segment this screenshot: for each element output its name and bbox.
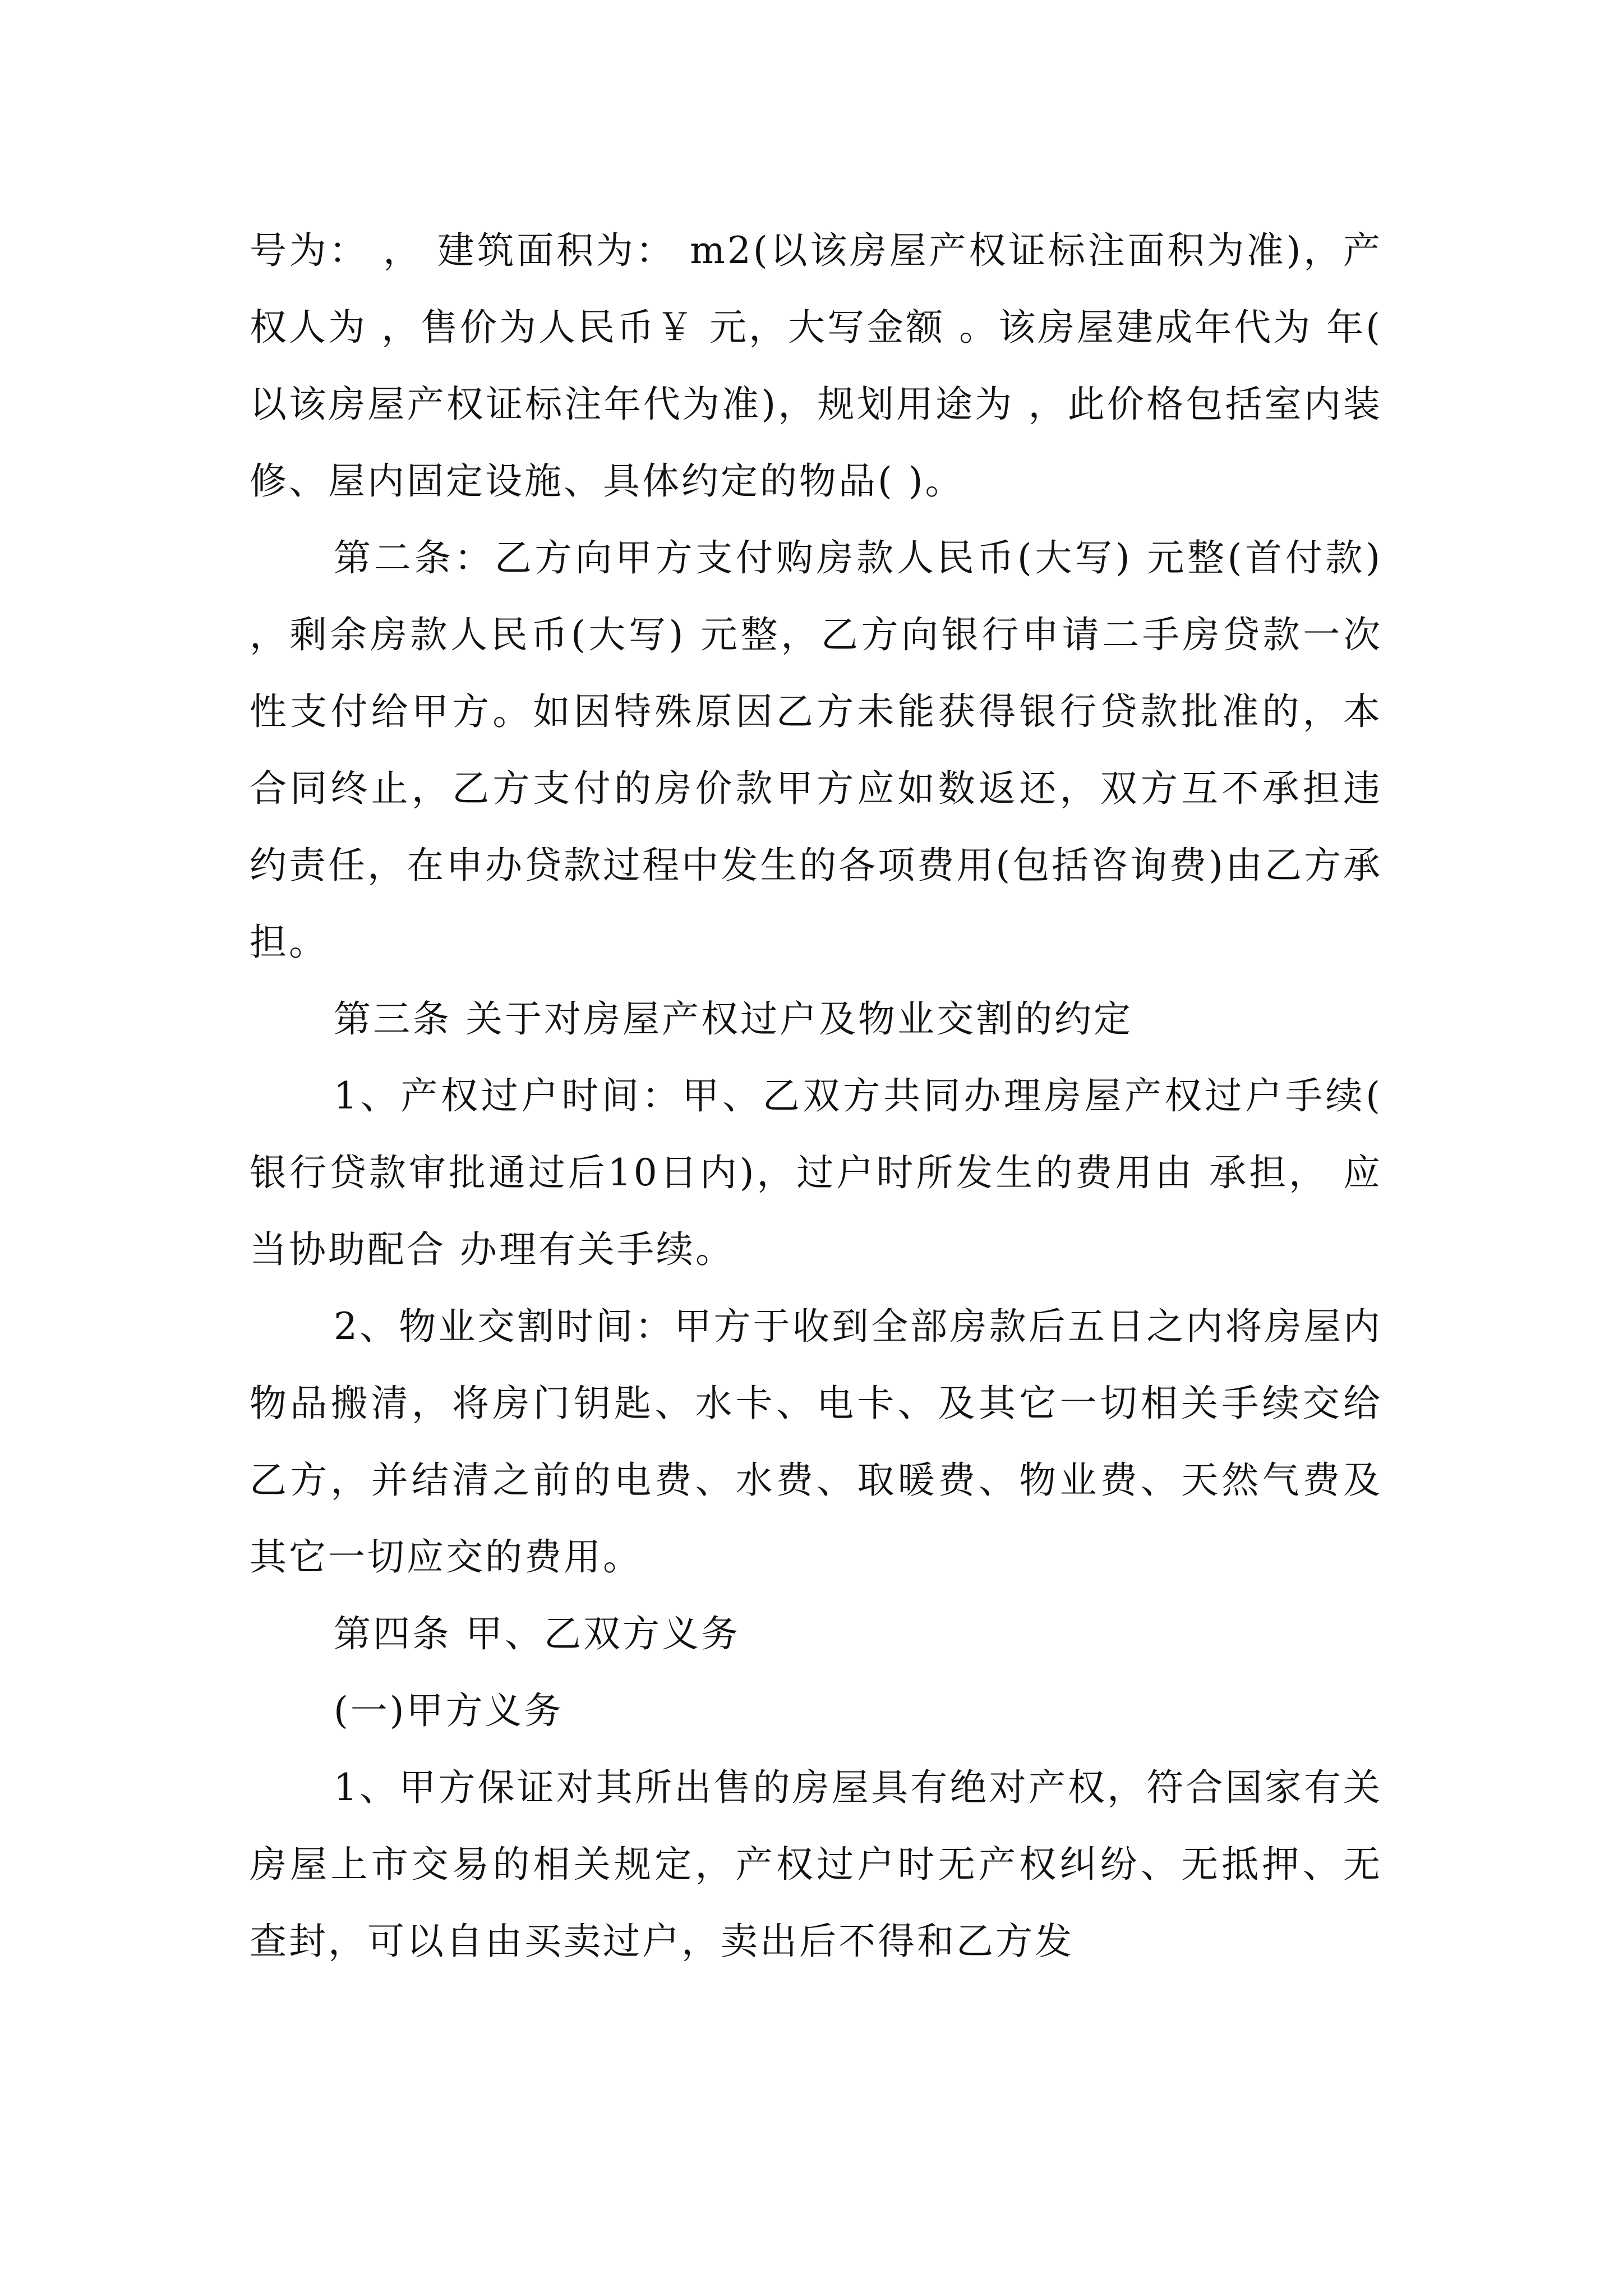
paragraph-handover-time: 2、物业交割时间：甲方于收到全部房款后五日之内将房屋内物品搬清，将房门钥匙、水卡、电卡、及其它一切相关手续交给乙方，并结清之前的电费、水费、取暖费、物业费、天然气费及其它一切应交的费用。 [250,1305,1382,1579]
paragraph-transfer-time: 1、产权过户时间：甲、乙双方共同办理房屋产权过户手续(银行贷款审批通过后10日内)，过户时所发生的费用由 承担， 应当协助配合 办理有关手续。 [250,1074,1382,1271]
document-body [250,212,1382,1980]
paragraph-party-a-obligation-1: 1、甲方保证对其所出售的房屋具有绝对产权，符合国家有关房屋上市交易的相关规定，产权过户时无产权纠纷、无抵押、无查封，可以自由买卖过户，卖出后不得和乙方发 [250,1766,1382,1963]
paragraph-article-2: 第二条：乙方向甲方支付购房款人民币(大写) 元整(首付款)，剩余房款人民币(大写) 元整，乙方向银行申请二手房贷款一次性支付给甲方。如因特殊原因乙方未能获得银行贷款批准的，本合同终止，乙方支付的房价款甲方应如数返还，双方互不承担违约责任，在申办贷款过程中发生的各项费用(包括咨询费)由乙方承担。 [250,536,1382,964]
paragraph-party-a-obligations-heading: (一)甲方义务 [334,1689,564,1732]
paragraph-property-description: 号为： ， 建筑面积为： m2(以该房屋产权证标注面积为准)，产权人为 ，售价为人民币￥ 元，大写金额 。该房屋建成年代为 年(以该房屋产权证标注年代为准)，规划用途为 ，此价格包括室内装修、屋内固定设施、具体约定的物品( )。 [250,229,1382,503]
paragraph-article-3-heading: 第三条 关于对房屋产权过户及物业交割的约定 [334,997,1133,1041]
paragraph-article-4-heading: 第四条 甲、乙双方义务 [334,1612,740,1655]
